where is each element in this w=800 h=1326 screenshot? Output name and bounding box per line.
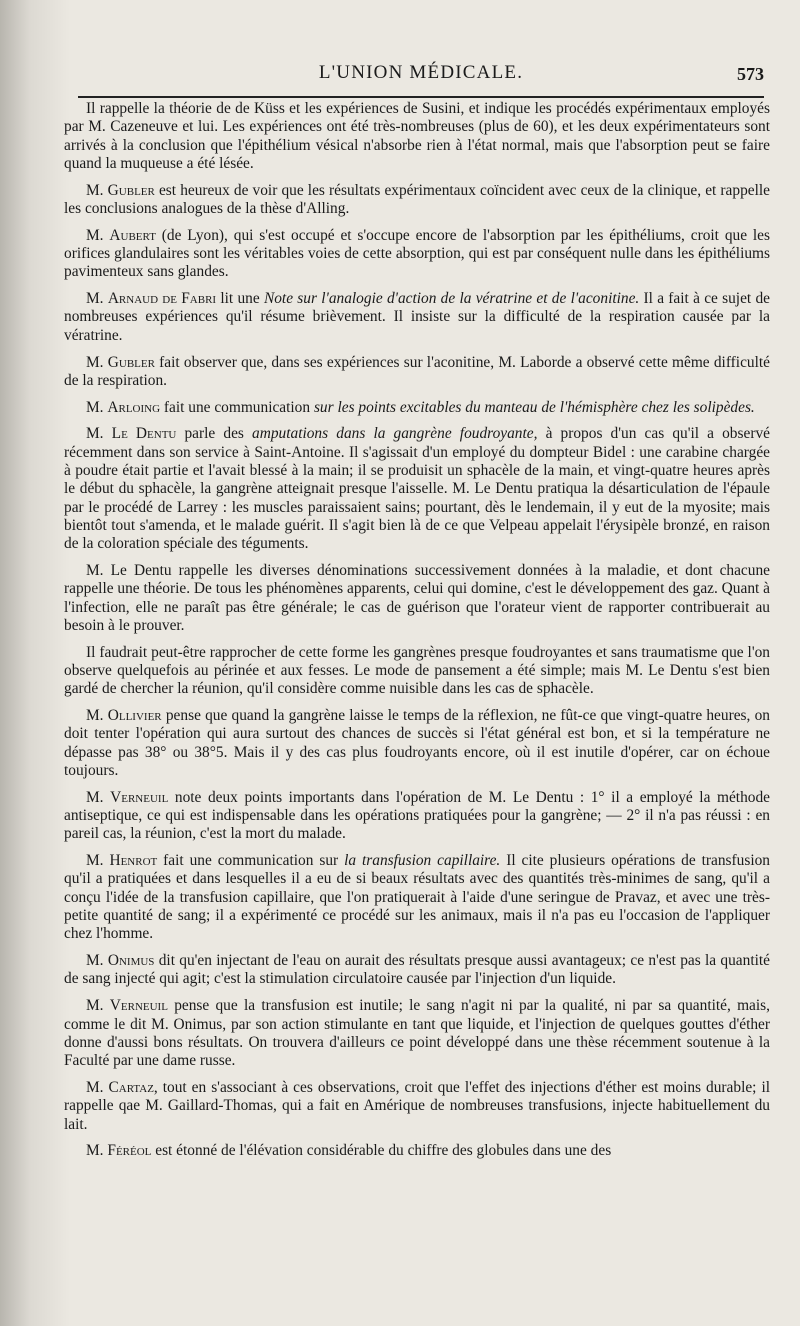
paragraph-text: M. Le Dentu rappelle les diverses dénominations successivement données à la maladie, et dont chacune rappelle une théorie. De tous les phénomènes apparents, celui qui domine, c'est le développement des gaz. Quant à l'infection, elle ne paraît pas être générale; le cas de guérison que l'orateur vient de rapporter contribuerait au besoin à le prouver. bbox=[64, 562, 770, 634]
paragraph bbox=[64, 952, 770, 989]
page-header bbox=[78, 56, 764, 98]
title-text: Note sur l'analogie d'action de la vératrine et de l'aconitine. bbox=[263, 290, 640, 308]
paragraph-text: lit une bbox=[216, 290, 264, 308]
paragraph bbox=[64, 852, 770, 943]
speaker-name: Verneuil bbox=[109, 997, 168, 1015]
paragraph-text: pense que quand la gangrène laisse le temps de la réflexion, ne fût-ce que vingt-quatre heures, on doit tenter l'opération qui aura surtout des chances de succès si l'état général est bon, et si la température ne dépasse pas 38° ou 38°5. Mais il y des cas plus foudroyants encore, où il est inutile d'opérer, car on échoue toujours. bbox=[64, 707, 770, 779]
paragraph-text: fait une communication sur bbox=[157, 852, 345, 870]
paragraph-text: M. bbox=[86, 707, 108, 725]
speaker-name: Aubert bbox=[109, 226, 156, 244]
speaker-name: Onimus bbox=[107, 952, 155, 970]
speaker-name: Gubler bbox=[107, 181, 155, 199]
paragraph-text: M. bbox=[86, 1078, 109, 1096]
paragraph bbox=[64, 425, 770, 553]
speaker-name: Féréol bbox=[107, 1142, 152, 1160]
paragraph bbox=[64, 789, 770, 844]
speaker-name: Ollivier bbox=[107, 707, 162, 725]
paragraph bbox=[64, 1142, 770, 1160]
speaker-name: Arloing bbox=[107, 398, 161, 416]
paragraph bbox=[64, 562, 770, 635]
paragraph-text: fait observer que, dans ses expériences sur l'aconitine, M. Laborde a observé cette même difficulté de la respiration. bbox=[64, 353, 770, 389]
paragraph-text: M. bbox=[86, 997, 110, 1015]
paragraph-text: (de Lyon), qui s'est occupé et s'occupe encore de l'absorption par les épithéliums, croit que les orifices glandulaires sont les véritables voies de cette absorption, qui est par conséquent nulle dans les épithéliums pavimenteux sans glandes. bbox=[64, 226, 770, 281]
paragraph bbox=[64, 644, 770, 699]
speaker-name: Cartaz bbox=[108, 1078, 154, 1096]
paragraph bbox=[64, 399, 770, 417]
running-title: L'UNION MÉDICALE. bbox=[318, 62, 524, 83]
title-text: la transfusion capillaire. bbox=[344, 852, 501, 870]
paragraph-text: M. bbox=[86, 425, 112, 443]
paragraph-text: M. bbox=[86, 398, 108, 416]
paragraph-text: fait une communication bbox=[160, 398, 314, 416]
speaker-name: Le Dentu bbox=[111, 425, 177, 443]
article-body bbox=[64, 100, 770, 1169]
paragraph-text: dit qu'en injectant de l'eau on aurait des résultats presque aussi avantageux; ce n'est pas la quantité de sang injecté qui agit; c'est la stimulation circulatoire causée par l'injection d'un liquide. bbox=[64, 952, 770, 988]
paragraph-text: M. bbox=[86, 226, 110, 244]
paragraph bbox=[64, 290, 770, 345]
speaker-name: Verneuil bbox=[110, 788, 169, 806]
paragraph-text: M. bbox=[86, 290, 108, 308]
paragraph-text: Il rappelle la théorie de de Küss et les expériences de Susini, et indique les procédés expérimentaux employés par M. Cazeneuve et lui. Les expériences ont été très-nombreuses (plus de 60), et les deux expérimentateurs sont arrivés à la conclusion que l'épithélium vésical n'absorbe rien à l'état normal, mais que l'absorption peut se faire quand la muqueuse a été lésée. bbox=[64, 100, 770, 172]
paragraph-text: Il a fait à ce sujet de nombreuses expériences qu'il résume brièvement. Il insiste sur la difficulté de la respiration causée par la vératrine. bbox=[64, 290, 770, 344]
paragraph-text: est heureux de voir que les résultats expérimentaux coïncident avec ceux de la clinique, et rappelle les conclusions analogues de la thèse d'Alling. bbox=[64, 181, 770, 217]
paragraph-text: Il faudrait peut-être rapprocher de cette forme les gangrènes presque foudroyantes et sans traumatisme que l'on observe quelquefois au périnée et aux fesses. Le mode de pansement a été simple; mais M. Le Dentu s'est bien gardé de chercher la réunion, qu'il considère comme nuisible dans les cas de sphacèle. bbox=[64, 643, 770, 698]
paragraph-text: Il cite plusieurs opérations de transfusion qu'il a pratiquées et dans lesquelles il a eu de si beaux résultats avec des quantités très-minimes de sang, qu'il a conçu l'idée de la transfusion capillaire, que l'on pratiquerait à l'aide d'une seringue de Pravaz, et avec une très-petite quantité de sang; il a expérimenté ce procédé sur les animaux, mais il n'a pas eu l'occasion de l'appliquer chez l'homme. bbox=[64, 852, 770, 943]
paragraph-text: pense que la transfusion est inutile; le sang n'agit ni par la qualité, ni par sa quantité, mais, comme le dit M. Onimus, par son action stimulante en tant que liquide, et l'injection de quelques gouttes d'éther donne d'aussi bons résultats. On trouvera d'ailleurs ce point développé dans une thèse récemment soutenue à la Faculté par une dame russe. bbox=[64, 997, 770, 1070]
paragraph bbox=[64, 707, 770, 780]
paragraph-text: note deux points importants dans l'opération de M. Le Dentu : 1° il a employé la méthode antiseptique, ce qui est indispensable dans les opérations pratiquées pour la gangrène; — 2° il n'a pas réussi : en pareil cas, la réunion, c'est la mort du malade. bbox=[64, 788, 770, 843]
paragraph bbox=[64, 997, 770, 1070]
paragraph-text: M. bbox=[86, 353, 108, 371]
paragraph-text: parle des bbox=[176, 425, 253, 443]
page-number: 573 bbox=[737, 64, 764, 84]
title-text: sur les points excitables du manteau de l'hémisphère chez les solipèdes. bbox=[313, 398, 755, 416]
paragraph bbox=[64, 182, 770, 219]
paragraph bbox=[64, 100, 770, 173]
speaker-name: Gubler bbox=[107, 353, 155, 371]
title-text: amputations dans la gangrène foudroyante, bbox=[252, 425, 538, 443]
paragraph-text: M. bbox=[86, 1142, 108, 1160]
paragraph-text: , tout en s'associant à ces observations, croit que l'effet des injections d'éther est moins durable; il rappelle qae M. Gaillard-Thomas, qui a fait en Amérique de nombreuses transfusions, injecte habituellement du lait. bbox=[64, 1078, 770, 1133]
speaker-name: Arnaud de Fabri bbox=[107, 290, 217, 308]
speaker-name: Henrot bbox=[109, 852, 158, 870]
paragraph-text: M. bbox=[86, 181, 108, 199]
paragraph-text: à propos d'un cas qu'il a observé récemment dans son service à Saint-Antoine. Il s'agissait d'un employé du dompteur Bidel : une carabine chargée à poudre était partie et l'avait blessé à la main; il se produisit un sphacèle de la main, et vingt-quatre heures après le début du sphacèle, la gangrène atteignait presque l'aisselle. M. Le Dentu pratiqua la désarticulation de l'épaule par le procédé de Larrey : les muscles paraissaient sains; pourtant, dès le lendemain, il y eut de la myosite; mais bientôt tout s'amenda, et le malade guérit. Il s'agit bien là de ce que Velpeau appelait l'érysipèle bronzé, en raison de la coloration spéciale des téguments. bbox=[64, 425, 770, 553]
paragraph-text: M. bbox=[86, 788, 111, 806]
paragraph bbox=[64, 354, 770, 391]
paragraph-text: est étonné de l'élévation considérable du chiffre des globules dans une des bbox=[151, 1142, 612, 1160]
paragraph-text: M. bbox=[86, 852, 110, 870]
paragraph bbox=[64, 227, 770, 282]
paragraph-text: M. bbox=[86, 952, 108, 970]
paragraph bbox=[64, 1079, 770, 1134]
